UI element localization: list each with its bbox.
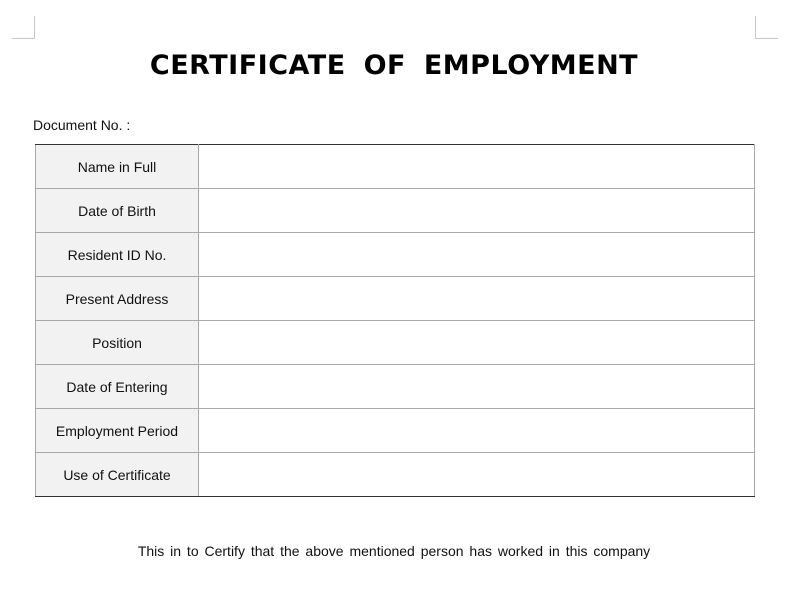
- table-row: [36, 145, 755, 189]
- field-label-date-of-entering: Date of Entering: [36, 365, 199, 409]
- table-row: [36, 189, 755, 233]
- field-label-present-address: Present Address: [36, 277, 199, 321]
- field-value-date-of-birth[interactable]: [199, 189, 755, 233]
- field-label-employment-period: Employment Period: [36, 409, 199, 453]
- employment-info-table: [35, 144, 755, 497]
- page-corner-mark-top-left: [12, 16, 35, 39]
- page-corner-mark-top-right: [755, 16, 778, 39]
- field-label-use-of-certificate: Use of Certificate: [36, 453, 199, 497]
- table-row: [36, 277, 755, 321]
- field-label-date-of-birth: Date of Birth: [36, 189, 199, 233]
- field-value-position[interactable]: [199, 321, 755, 365]
- field-value-date-of-entering[interactable]: [199, 365, 755, 409]
- field-value-present-address[interactable]: [199, 277, 755, 321]
- field-label-name: Name in Full: [36, 145, 199, 189]
- field-label-resident-id: Resident ID No.: [36, 233, 199, 277]
- field-value-resident-id[interactable]: [199, 233, 755, 277]
- field-value-employment-period[interactable]: [199, 409, 755, 453]
- field-value-use-of-certificate[interactable]: [199, 453, 755, 497]
- table-row: [36, 321, 755, 365]
- field-value-name[interactable]: [199, 145, 755, 189]
- field-label-position: Position: [36, 321, 199, 365]
- table-row: [36, 409, 755, 453]
- table-row: [36, 453, 755, 497]
- document-number-label: Document No. :: [33, 117, 131, 133]
- certification-statement: This in to Certify that the above mentioned person has worked in this company: [137, 543, 651, 559]
- document-title: CERTIFICATE OF EMPLOYMENT: [149, 50, 639, 81]
- table-row: [36, 365, 755, 409]
- table-row: [36, 233, 755, 277]
